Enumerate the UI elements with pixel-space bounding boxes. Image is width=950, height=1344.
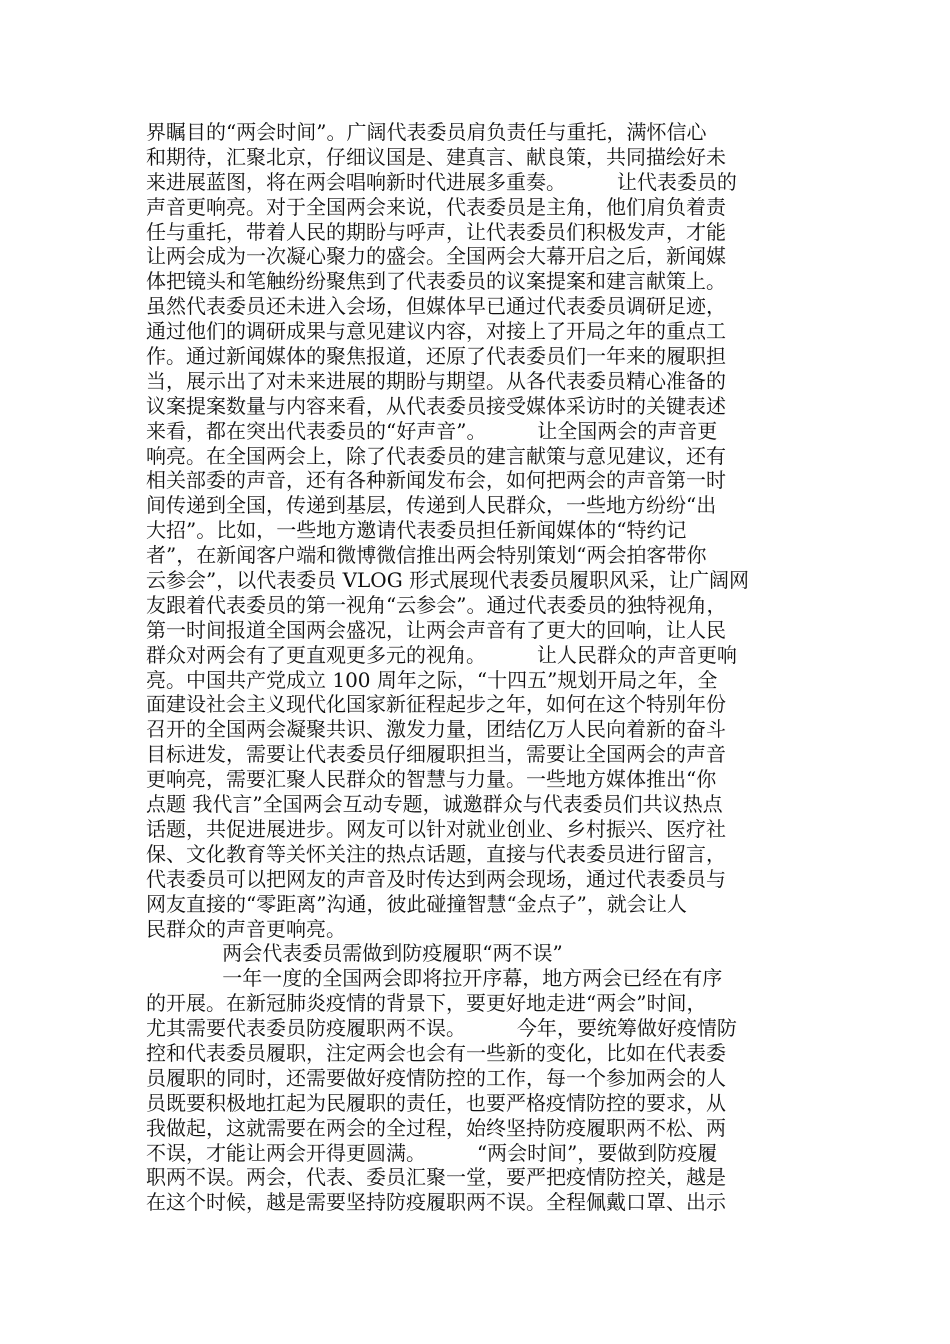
- text-line: 通过他们的调研成果与意见建议内容，对接上了开局之年的重点工: [146, 319, 726, 344]
- text-line: 更响亮，需要汇聚人民群众的智慧与力量。一些地方媒体推出“你: [146, 767, 717, 792]
- text-line: 民群众的声音更响亮。: [146, 916, 346, 941]
- text-line: 虽然代表委员还未进入会场，但媒体早已通过代表委员调研足迹，: [146, 294, 726, 319]
- text-line: 间传递到全国，传递到基层，传递到人民群众，一些地方纷纷“出: [146, 493, 717, 518]
- text-line: 云参会”，以代表委员 VLOG 形式展现代表委员履职风采，让广阔网: [146, 568, 750, 593]
- text-line: 的开展。在新冠肺炎疫情的背景下，要更好地走进“两会”时间，: [146, 991, 707, 1016]
- text-line: 尤其需要代表委员防疫履职两不误。 今年，要统筹做好疫情防: [146, 1016, 737, 1041]
- text-line: 让两会成为一次凝心聚力的盛会。全国两会大幕开启之后，新闻媒: [146, 244, 726, 269]
- text-line: 来进展蓝图，将在两会唱响新时代进展多重奏。 让代表委员的: [146, 169, 737, 194]
- text-line: 和期待，汇聚北京，仔细议国是、建真言、献良策，共同描绘好未: [146, 144, 726, 169]
- text-line: 相关部委的声音，还有各种新闻发布会，如何把两会的声音第一时: [146, 468, 726, 493]
- text-line: 不误，才能让两会开得更圆满。 “两会时间”，要做到防疫履: [146, 1140, 718, 1165]
- text-line: 话题，共促进展进步。网友可以针对就业创业、乡村振兴、医疗社: [146, 816, 726, 841]
- text-line: 大招”。比如，一些地方邀请代表委员担任新闻媒体的“特约记: [146, 518, 687, 543]
- text-line: 我做起，这就需要在两会的全过程，始终坚持防疫履职两不松、两: [146, 1115, 726, 1140]
- text-line: 点题 我代言”全国两会互动专题，诚邀群众与代表委员们共议热点: [146, 792, 723, 817]
- text-line: 控和代表委员履职，注定两会也会有一些新的变化，比如在代表委: [146, 1040, 726, 1065]
- text-line: 目标进发，需要让代表委员仔细履职担当，需要让全国两会的声音: [146, 742, 726, 767]
- text-line: 作。通过新闻媒体的聚焦报道，还原了代表委员们一年来的履职担: [146, 344, 726, 369]
- text-line: 者”，在新闻客户端和微博微信推出两会特别策划“两会拍客带你: [146, 543, 707, 568]
- text-line: 当，展示出了对未来进展的期盼与期望。从各代表委员精心准备的: [146, 368, 726, 393]
- text-line: 界瞩目的“两会时间”。广阔代表委员肩负责任与重托，满怀信心: [146, 120, 707, 144]
- document-body: [146, 120, 810, 1215]
- text-line: 员既要积极地扛起为民履职的责任，也要严格疫情防控的要求，从: [146, 1090, 726, 1115]
- text-line: 来看，都在突出代表委员的“好声音”。 让全国两会的声音更: [146, 418, 718, 443]
- text-line: 在这个时候，越是需要坚持防疫履职两不误。全程佩戴口罩、出示: [146, 1190, 726, 1215]
- text-line: 员履职的同时，还需要做好疫情防控的工作，每一个参加两会的人: [146, 1065, 726, 1090]
- text-line: 友跟着代表委员的第一视角“云参会”。通过代表委员的独特视角，: [146, 592, 727, 617]
- text-line: 第一时间报道全国两会盛况，让两会声音有了更大的回响，让人民: [146, 617, 726, 642]
- text-line: 一年一度的全国两会即将拉开序幕，地方两会已经在有序: [146, 966, 723, 991]
- text-line: 两会代表委员需做到防疫履职“两不误”: [146, 941, 563, 966]
- text-line: 亮。中国共产党成立 100 周年之际，“十四五”规划开局之年，全: [146, 667, 718, 692]
- text-line: 议案提案数量与内容来看，从代表委员接受媒体采访时的关键表述: [146, 393, 726, 418]
- text-line: 保、文化教育等关怀关注的热点话题，直接与代表委员进行留言，: [146, 841, 726, 866]
- text-line: 体把镜头和笔触纷纷聚焦到了代表委员的议案提案和建言献策上。: [146, 269, 726, 294]
- text-line: 网友直接的“零距离”沟通，彼此碰撞智慧“金点子”，就会让人: [146, 891, 687, 916]
- text-line: 任与重托，带着人民的期盼与呼声，让代表委员们积极发声，才能: [146, 219, 726, 244]
- text-line: 召开的全国两会凝聚共识、激发力量，团结亿万人民向着新的奋斗: [146, 717, 726, 742]
- text-line: 代表委员可以把网友的声音及时传达到两会现场，通过代表委员与: [146, 866, 726, 891]
- text-line: 面建设社会主义现代化国家新征程起步之年，如何在这个特别年份: [146, 692, 726, 717]
- text-line: 职两不误。两会，代表、委员汇聚一堂，要严把疫情防控关，越是: [146, 1165, 726, 1190]
- text-line: 声音更响亮。对于全国两会来说，代表委员是主角，他们肩负着责: [146, 194, 726, 219]
- text-line: 响亮。在全国两会上，除了代表委员的建言献策与意见建议，还有: [146, 443, 726, 468]
- text-line: 群众对两会有了更直观更多元的视角。 让人民群众的声音更响: [146, 642, 737, 667]
